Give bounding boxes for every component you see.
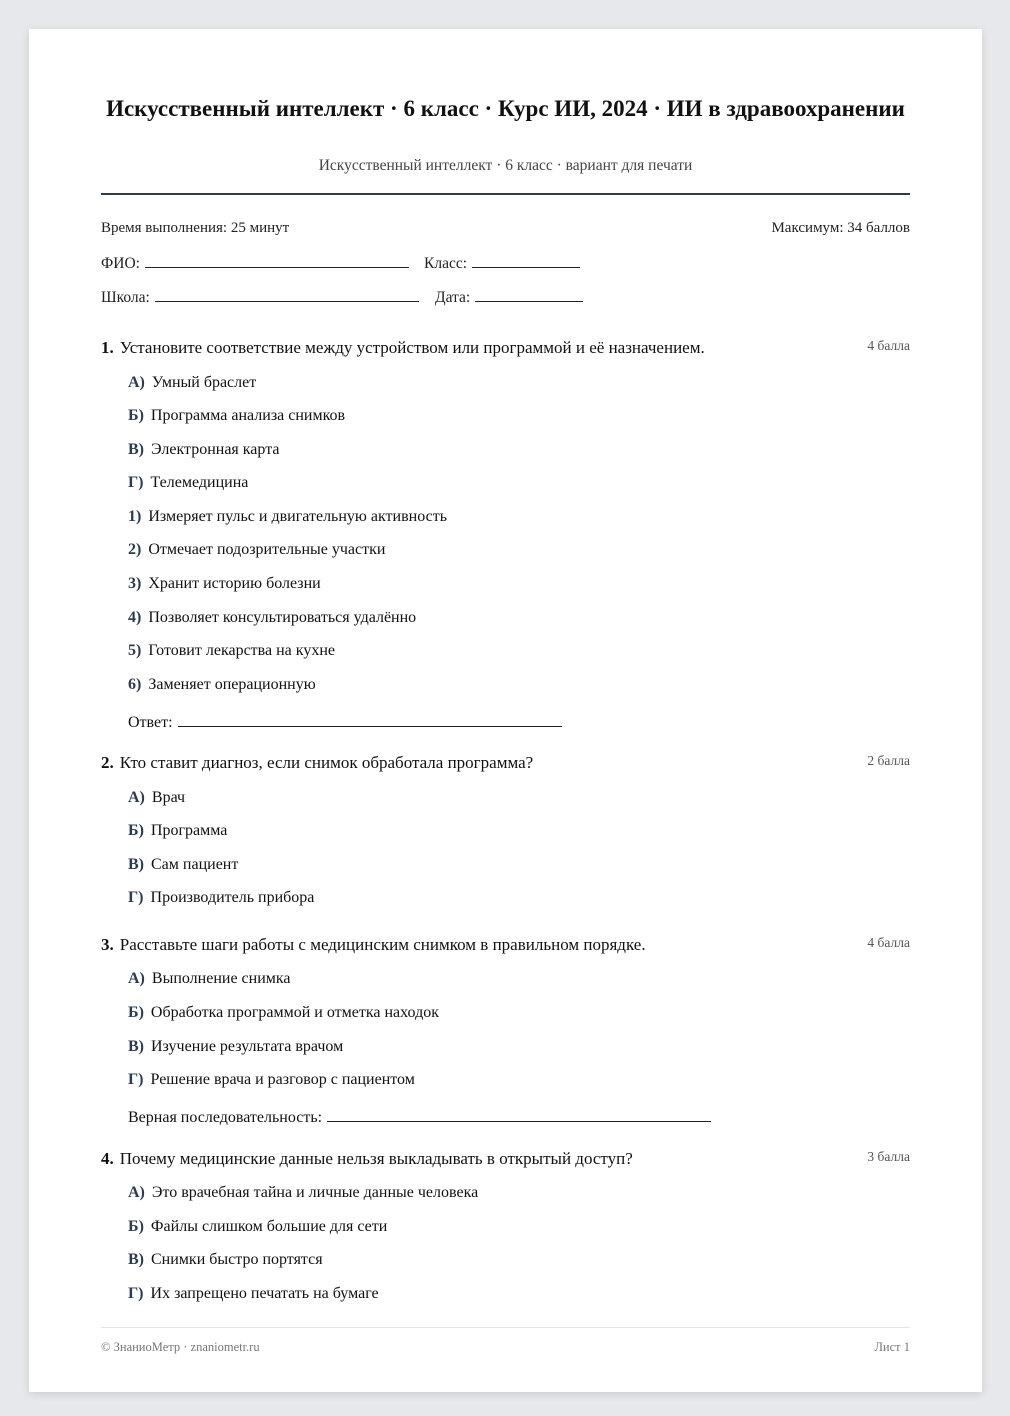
option-text: Это врачебная тайна и личные данные человека bbox=[151, 1184, 479, 1201]
question-points: 4 балла bbox=[867, 935, 910, 950]
question-points: 3 балла bbox=[867, 1149, 910, 1164]
option-item bbox=[128, 889, 314, 907]
answer-label: Ответ: bbox=[128, 714, 173, 731]
worksheet-page bbox=[29, 29, 982, 1392]
option-item bbox=[128, 609, 416, 627]
option-key: Б) bbox=[128, 407, 144, 424]
option-text: Телемедицина bbox=[150, 474, 249, 491]
option-key: 6) bbox=[128, 676, 142, 693]
time-limit: Время выполнения: 25 минут bbox=[101, 220, 290, 236]
sequence-answer-field[interactable] bbox=[128, 1105, 711, 1127]
option-text: Производитель прибора bbox=[150, 889, 315, 906]
option-item bbox=[128, 642, 335, 660]
fio-field[interactable] bbox=[101, 253, 409, 273]
footer-page-number: Лист 1 bbox=[874, 1340, 910, 1354]
option-key: Г) bbox=[128, 1071, 144, 1088]
option-item bbox=[128, 407, 345, 425]
option-key: В) bbox=[128, 441, 144, 458]
option-text: Обработка программой и отметка находок bbox=[150, 1004, 439, 1021]
class-blank[interactable] bbox=[472, 253, 580, 268]
option-item bbox=[128, 575, 321, 593]
answer-blank[interactable] bbox=[178, 710, 562, 727]
option-item bbox=[128, 1004, 439, 1022]
option-key: Б) bbox=[128, 822, 144, 839]
question-text bbox=[101, 935, 646, 955]
option-text: Отмечает подозрительные участки bbox=[148, 541, 386, 558]
option-text: Заменяет операционную bbox=[148, 676, 316, 693]
option-item bbox=[128, 541, 385, 559]
option-item bbox=[128, 1251, 323, 1269]
option-item bbox=[128, 970, 291, 988]
question-prompt: Кто ставит диагноз, если снимок обработала программа? bbox=[119, 753, 534, 772]
option-text: Готовит лекарства на кухне bbox=[148, 642, 335, 659]
question-prompt: Почему медицинские данные нельзя выкладывать в открытый доступ? bbox=[119, 1149, 633, 1168]
option-text: Электронная карта bbox=[151, 441, 280, 458]
date-label: Дата: bbox=[435, 289, 471, 306]
question-number: 3. bbox=[101, 935, 114, 954]
option-text: Изучение результата врачом bbox=[151, 1038, 344, 1055]
option-text: Файлы слишком большие для сети bbox=[150, 1218, 388, 1235]
option-item bbox=[128, 1038, 343, 1056]
option-key: А) bbox=[128, 374, 145, 391]
class-label: Класс: bbox=[424, 255, 468, 272]
question-prompt: Установите соответствие между устройством или программой и её назначением. bbox=[119, 338, 705, 357]
footer-copyright: © ЗнаниоМетр · znaniometr.ru bbox=[101, 1340, 260, 1354]
option-item bbox=[128, 441, 279, 459]
option-key: Б) bbox=[128, 1218, 144, 1235]
option-key: В) bbox=[128, 856, 144, 873]
option-item bbox=[128, 789, 185, 807]
question-points: 2 балла bbox=[867, 753, 910, 768]
question-text bbox=[101, 753, 533, 773]
footer-divider bbox=[101, 1327, 910, 1328]
option-item bbox=[128, 474, 248, 492]
option-item bbox=[128, 1184, 478, 1202]
option-item bbox=[128, 822, 227, 840]
option-text: Сам пациент bbox=[151, 856, 239, 873]
option-text: Позволяет консультироваться удалённо bbox=[148, 609, 417, 626]
option-key: Б) bbox=[128, 1004, 144, 1021]
option-item bbox=[128, 508, 447, 526]
option-item bbox=[128, 1218, 387, 1236]
option-key: Г) bbox=[128, 474, 144, 491]
question-points: 4 балла bbox=[867, 338, 910, 353]
fio-label: ФИО: bbox=[101, 255, 140, 272]
option-item bbox=[128, 1285, 379, 1303]
option-item bbox=[128, 856, 238, 874]
question-number: 2. bbox=[101, 753, 114, 772]
option-key: В) bbox=[128, 1251, 144, 1268]
option-key: 4) bbox=[128, 609, 142, 626]
class-field[interactable] bbox=[424, 253, 580, 273]
option-key: Г) bbox=[128, 889, 144, 906]
option-key: Г) bbox=[128, 1285, 144, 1302]
question-text bbox=[101, 1149, 633, 1169]
header-divider bbox=[101, 193, 910, 195]
option-key: А) bbox=[128, 1184, 145, 1201]
max-score: Максимум: 34 баллов bbox=[771, 220, 910, 236]
school-blank[interactable] bbox=[155, 287, 419, 302]
answer-field[interactable] bbox=[128, 710, 562, 732]
option-text: Умный браслет bbox=[151, 374, 257, 391]
option-text: Измеряет пульс и двигательную активность bbox=[148, 508, 447, 525]
question-prompt: Расставьте шаги работы с медицинским снимком в правильном порядке. bbox=[119, 935, 646, 954]
option-text: Программа анализа снимков bbox=[150, 407, 346, 424]
option-text: Врач bbox=[151, 789, 186, 806]
option-key: В) bbox=[128, 1038, 144, 1055]
option-text: Снимки быстро портятся bbox=[151, 1251, 323, 1268]
option-item bbox=[128, 374, 256, 392]
answer-blank[interactable] bbox=[327, 1105, 711, 1122]
option-key: 2) bbox=[128, 541, 142, 558]
option-key: 1) bbox=[128, 508, 142, 525]
option-text: Решение врача и разговор с пациентом bbox=[150, 1071, 415, 1088]
option-key: А) bbox=[128, 970, 145, 987]
option-key: 3) bbox=[128, 575, 142, 592]
option-text: Выполнение снимка bbox=[151, 970, 291, 987]
answer-label: Верная последовательность: bbox=[128, 1109, 323, 1126]
school-label: Школа: bbox=[101, 289, 150, 306]
question-number: 4. bbox=[101, 1149, 114, 1168]
option-text: Их запрещено печатать на бумаге bbox=[150, 1285, 379, 1302]
fio-blank[interactable] bbox=[145, 253, 409, 268]
option-text: Программа bbox=[150, 822, 228, 839]
date-field[interactable] bbox=[435, 287, 583, 307]
date-blank[interactable] bbox=[475, 287, 583, 302]
option-key: 5) bbox=[128, 642, 142, 659]
option-key: А) bbox=[128, 789, 145, 806]
page-subtitle: Искусственный интеллект · 6 класс · вариант для печати bbox=[318, 157, 693, 174]
option-item bbox=[128, 1071, 415, 1089]
school-field[interactable] bbox=[101, 287, 419, 307]
question-text bbox=[101, 338, 705, 358]
option-text: Хранит историю болезни bbox=[148, 575, 321, 592]
option-item bbox=[128, 676, 316, 694]
question-number: 1. bbox=[101, 338, 114, 357]
page-title: Искусственный интеллект · 6 класс · Курс ИИ, 2024 · ИИ в здравоохранении bbox=[106, 96, 905, 121]
